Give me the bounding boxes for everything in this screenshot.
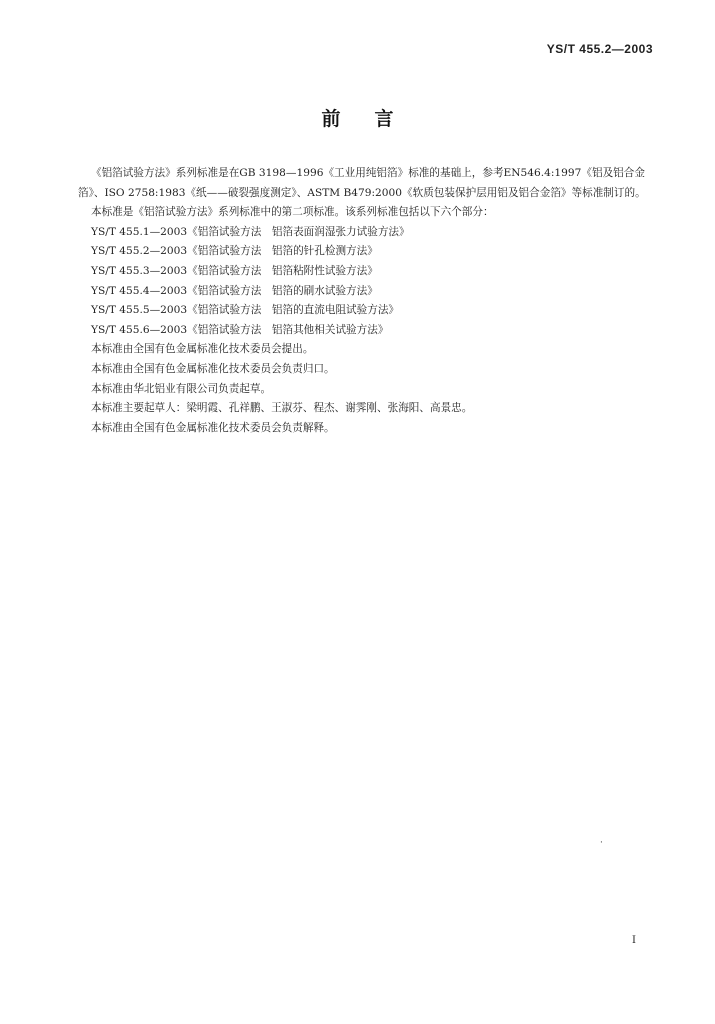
part-line-5: YS/T 455.5—2003《铝箔试验方法 铝箔的直流电阻试验方法》 [91,304,400,317]
drafter-org-paragraph: 本标准由华北铝业有限公司负责起草。 [91,382,272,395]
standard-code-header: YS/T 455.2—2003 [546,42,653,56]
centralized-paragraph: 本标准由全国有色金属标准化技术委员会负责归口。 [91,362,335,375]
part-line-1: YS/T 455.1—2003《铝箔试验方法 铝箔表面润湿张力试验方法》 [91,225,410,238]
proposer-paragraph: 本标准由全国有色金属标准化技术委员会提出。 [91,343,314,356]
intro-paragraph: 《铝箔试验方法》系列标准是在GB 3198—1996《工业用纯铝箔》标准的基础上，参考EN546.4:1997《铝及铝合金箔》、ISO 2758:1983《纸——破裂强度测定》、ASTM B479:2000《软质包装保护层用铝及铝合金箔》等标准制订的。 [78,167,646,199]
foreword-body [78,164,648,438]
interpretation-paragraph: 本标准由全国有色金属标准化技术委员会负责解释。 [91,421,335,434]
part-line-4: YS/T 455.4—2003《铝箔试验方法 铝箔的刷水试验方法》 [91,284,378,297]
series-paragraph: 本标准是《铝箔试验方法》系列标准中的第二项标准。该系列标准包括以下六个部分： [91,206,494,219]
stray-mark: · [600,838,603,848]
page-title: 前言 [321,108,428,130]
part-line-2: YS/T 455.2—2003《铝箔试验方法 铝箔的针孔检测方法》 [91,245,378,258]
drafters-paragraph: 本标准主要起草人：梁明霞、孔祥鹏、王淑芬、程杰、谢霁刚、张海阳、高景忠。 [91,402,473,415]
part-line-6: YS/T 455.6—2003《铝箔试验方法 铝箔其他相关试验方法》 [91,323,389,336]
part-line-3: YS/T 455.3—2003《铝箔试验方法 铝箔粘附性试验方法》 [91,264,378,277]
page-number: I [632,935,636,946]
